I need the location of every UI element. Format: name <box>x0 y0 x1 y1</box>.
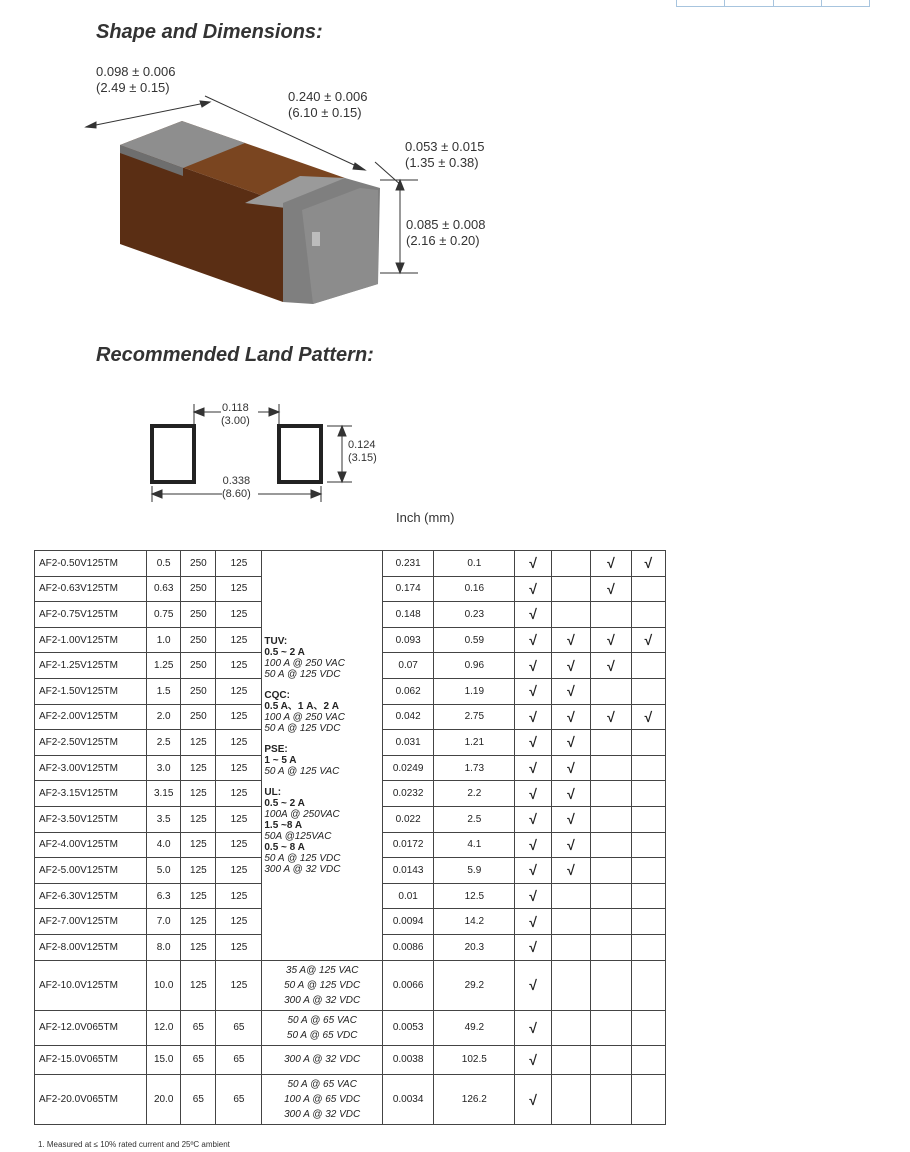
amp-rating-cell: 8.0 <box>147 934 181 960</box>
approval-check-cell: √ <box>515 806 551 832</box>
voltage-dc-cell: 125 <box>216 832 262 858</box>
approval-check-cell <box>591 883 632 909</box>
agency-ul-l1: 100A @ 250VAC <box>264 808 340 820</box>
approval-check-cell <box>591 832 632 858</box>
approval-check-cell: √ <box>591 576 632 602</box>
agency-rating-line: 50 A @ 65 VDC <box>286 1029 358 1041</box>
approval-check-cell: √ <box>631 704 665 730</box>
agency-ratings-cell <box>262 551 383 961</box>
approval-check-cell <box>591 755 632 781</box>
amp-rating-cell: 0.75 <box>147 602 181 628</box>
resistance-cell: 0.0232 <box>383 781 434 807</box>
melting-i2t-cell: 1.21 <box>434 730 515 756</box>
approval-check-cell <box>551 883 591 909</box>
part-number-cell: AF2-8.00V125TM <box>35 934 147 960</box>
approval-check-cell <box>631 1045 665 1075</box>
resistance-cell: 0.0172 <box>383 832 434 858</box>
part-number-cell: AF2-20.0V065TM <box>35 1075 147 1125</box>
approval-check-cell: √ <box>591 627 632 653</box>
land-pad-height-mm: (3.15) <box>348 452 377 464</box>
approval-check-cell <box>591 806 632 832</box>
agency-tuv-l1: 100 A @ 250 VAC <box>264 657 345 669</box>
approval-check-cell: √ <box>591 551 632 577</box>
approval-check-cell <box>631 602 665 628</box>
amp-rating-cell: 1.5 <box>147 678 181 704</box>
resistance-cell: 0.07 <box>383 653 434 679</box>
dim-height-mm: (2.16 ± 0.20) <box>406 233 480 248</box>
voltage-dc-cell: 125 <box>216 781 262 807</box>
agency-cqc-title: CQC: <box>264 689 290 701</box>
agency-rating-line: 300 A @ 32 VDC <box>284 1109 361 1121</box>
land-gap-inch: 0.118 <box>222 402 249 414</box>
approval-check-cell <box>591 1010 632 1045</box>
part-number-cell: AF2-3.15V125TM <box>35 781 147 807</box>
land-pattern-drawing <box>0 0 910 520</box>
approval-check-cell: √ <box>515 576 551 602</box>
approval-check-cell <box>631 832 665 858</box>
agency-rating-line: 35 A@ 125 VAC <box>285 964 359 976</box>
part-number-cell: AF2-1.25V125TM <box>35 653 147 679</box>
melting-i2t-cell: 29.2 <box>434 960 515 1010</box>
resistance-cell: 0.062 <box>383 678 434 704</box>
approval-check-cell <box>551 1045 591 1075</box>
resistance-cell: 0.174 <box>383 576 434 602</box>
agency-tuv-title: TUV: <box>264 635 288 647</box>
melting-i2t-cell: 102.5 <box>434 1045 515 1075</box>
agency-pse-title: PSE: <box>264 743 288 755</box>
part-number-cell: AF2-10.0V125TM <box>35 960 147 1010</box>
melting-i2t-cell: 14.2 <box>434 909 515 935</box>
approval-check-cell: √ <box>551 832 591 858</box>
amp-rating-cell: 1.25 <box>147 653 181 679</box>
amp-rating-cell: 1.0 <box>147 627 181 653</box>
land-total-dim <box>222 475 251 501</box>
approval-check-cell: √ <box>631 551 665 577</box>
voltage-ac-cell: 250 <box>181 576 216 602</box>
resistance-cell: 0.031 <box>383 730 434 756</box>
melting-i2t-cell: 5.9 <box>434 858 515 884</box>
resistance-cell: 0.0094 <box>383 909 434 935</box>
voltage-ac-cell: 125 <box>181 883 216 909</box>
voltage-ac-cell: 250 <box>181 653 216 679</box>
voltage-ac-cell: 65 <box>181 1045 216 1075</box>
voltage-ac-cell: 125 <box>181 909 216 935</box>
approval-check-cell <box>591 960 632 1010</box>
melting-i2t-cell: 1.19 <box>434 678 515 704</box>
agency-ratings-cell <box>262 1010 383 1045</box>
amp-rating-cell: 5.0 <box>147 858 181 884</box>
left-pad <box>152 426 194 482</box>
part-number-cell: AF2-3.00V125TM <box>35 755 147 781</box>
approval-check-cell: √ <box>551 704 591 730</box>
table-row <box>35 1075 666 1125</box>
amp-rating-cell: 3.5 <box>147 806 181 832</box>
voltage-dc-cell: 125 <box>216 627 262 653</box>
agency-ul-title: UL: <box>264 786 282 798</box>
agency-ul-range2: 1.5 ~8 A <box>264 819 303 831</box>
voltage-ac-cell: 125 <box>181 755 216 781</box>
table-row <box>35 960 666 1010</box>
resistance-cell: 0.0143 <box>383 858 434 884</box>
approval-check-cell <box>631 576 665 602</box>
approval-check-cell: √ <box>515 1010 551 1045</box>
voltage-dc-cell: 125 <box>216 704 262 730</box>
amp-rating-cell: 15.0 <box>147 1045 181 1075</box>
voltage-dc-cell: 65 <box>216 1045 262 1075</box>
approval-check-cell: √ <box>515 960 551 1010</box>
amp-rating-cell: 2.0 <box>147 704 181 730</box>
dim-width-inch: 0.098 ± 0.006 <box>96 64 176 79</box>
approval-check-cell <box>591 781 632 807</box>
voltage-dc-cell: 125 <box>216 960 262 1010</box>
approval-check-cell <box>591 730 632 756</box>
voltage-dc-cell: 125 <box>216 576 262 602</box>
approval-check-cell: √ <box>515 909 551 935</box>
voltage-dc-cell: 125 <box>216 678 262 704</box>
voltage-ac-cell: 250 <box>181 678 216 704</box>
voltage-dc-cell: 125 <box>216 653 262 679</box>
melting-i2t-cell: 0.96 <box>434 653 515 679</box>
approval-check-cell: √ <box>515 934 551 960</box>
agency-rating-line: 50 A @ 125 VDC <box>284 979 361 991</box>
voltage-dc-cell: 125 <box>216 883 262 909</box>
voltage-ac-cell: 125 <box>181 960 216 1010</box>
voltage-dc-cell: 125 <box>216 934 262 960</box>
approval-check-cell <box>631 1075 665 1125</box>
approval-check-cell: √ <box>515 1045 551 1075</box>
land-total-mm: (8.60) <box>222 488 251 500</box>
voltage-ac-cell: 125 <box>181 806 216 832</box>
approval-check-cell <box>591 678 632 704</box>
dim-cap-mm: (1.35 ± 0.38) <box>405 155 479 170</box>
agency-rating-line: 50 A @ 65 VAC <box>287 1079 357 1091</box>
voltage-dc-cell: 65 <box>216 1075 262 1125</box>
approval-check-cell <box>591 1045 632 1075</box>
approval-check-cell <box>631 960 665 1010</box>
table-row <box>35 1010 666 1045</box>
voltage-dc-cell: 125 <box>216 755 262 781</box>
approval-check-cell <box>551 934 591 960</box>
voltage-ac-cell: 65 <box>181 1010 216 1045</box>
amp-rating-cell: 12.0 <box>147 1010 181 1045</box>
agency-ul-range1: 0.5 ~ 2 A <box>264 797 305 809</box>
agency-ul-l3: 50 A @ 125 VDC <box>264 852 341 864</box>
approval-check-cell <box>631 653 665 679</box>
approval-check-cell <box>551 602 591 628</box>
voltage-dc-cell: 125 <box>216 730 262 756</box>
resistance-cell: 0.0038 <box>383 1045 434 1075</box>
amp-rating-cell: 7.0 <box>147 909 181 935</box>
melting-i2t-cell: 2.5 <box>434 806 515 832</box>
approval-check-cell <box>631 1010 665 1045</box>
approval-check-cell <box>631 934 665 960</box>
voltage-ac-cell: 125 <box>181 832 216 858</box>
approval-check-cell: √ <box>551 781 591 807</box>
amp-rating-cell: 0.5 <box>147 551 181 577</box>
resistance-cell: 0.0249 <box>383 755 434 781</box>
agency-pse-l1: 50 A @ 125 VAC <box>264 765 340 777</box>
dim-length-mm: (6.10 ± 0.15) <box>288 105 362 120</box>
approval-check-cell: √ <box>551 678 591 704</box>
agency-cqc-range: 0.5 A、1 A、2 A <box>264 700 340 712</box>
agency-rating-line: 100 A @ 65 VDC <box>284 1094 361 1106</box>
agency-ratings-cell <box>262 1075 383 1125</box>
land-gap-mm: (3.00) <box>221 415 250 427</box>
part-number-cell: AF2-3.50V125TM <box>35 806 147 832</box>
agency-rating-line: 300 A @ 32 VDC <box>284 1054 361 1066</box>
melting-i2t-cell: 1.73 <box>434 755 515 781</box>
approval-check-cell <box>591 934 632 960</box>
melting-i2t-cell: 0.16 <box>434 576 515 602</box>
approval-check-cell: √ <box>591 653 632 679</box>
land-pad-height-dim <box>348 439 377 465</box>
part-number-cell: AF2-1.00V125TM <box>35 627 147 653</box>
land-total-inch: 0.338 <box>222 475 251 487</box>
agency-rating-line: 50 A @ 65 VAC <box>287 1014 357 1026</box>
resistance-cell: 0.0034 <box>383 1075 434 1125</box>
part-number-cell: AF2-0.63V125TM <box>35 576 147 602</box>
approval-check-cell <box>631 909 665 935</box>
dim-length-inch: 0.240 ± 0.006 <box>288 89 368 104</box>
resistance-cell: 0.093 <box>383 627 434 653</box>
voltage-ac-cell: 125 <box>181 858 216 884</box>
approval-check-cell: √ <box>551 755 591 781</box>
melting-i2t-cell: 0.59 <box>434 627 515 653</box>
approval-check-cell: √ <box>551 806 591 832</box>
melting-i2t-cell: 49.2 <box>434 1010 515 1045</box>
approval-check-cell: √ <box>631 627 665 653</box>
resistance-cell: 0.01 <box>383 883 434 909</box>
approval-check-cell <box>591 1075 632 1125</box>
agency-ul-range3: 0.5 ~ 8 A <box>264 841 305 853</box>
approval-check-cell: √ <box>591 704 632 730</box>
voltage-dc-cell: 125 <box>216 551 262 577</box>
approval-check-cell <box>551 576 591 602</box>
agency-ul-l2: 50A @125VAC <box>264 830 332 842</box>
part-number-cell: AF2-2.50V125TM <box>35 730 147 756</box>
resistance-cell: 0.0066 <box>383 960 434 1010</box>
approval-check-cell: √ <box>551 653 591 679</box>
approval-check-cell: √ <box>515 755 551 781</box>
approval-check-cell: √ <box>515 704 551 730</box>
approval-check-cell: √ <box>515 602 551 628</box>
amp-rating-cell: 2.5 <box>147 730 181 756</box>
resistance-cell: 0.0086 <box>383 934 434 960</box>
dim-width-mm: (2.49 ± 0.15) <box>96 80 170 95</box>
approval-check-cell: √ <box>551 858 591 884</box>
approval-check-cell: √ <box>515 858 551 884</box>
voltage-dc-cell: 125 <box>216 858 262 884</box>
voltage-ac-cell: 125 <box>181 781 216 807</box>
amp-rating-cell: 6.3 <box>147 883 181 909</box>
amp-rating-cell: 3.15 <box>147 781 181 807</box>
voltage-dc-cell: 125 <box>216 909 262 935</box>
voltage-ac-cell: 250 <box>181 602 216 628</box>
melting-i2t-cell: 0.1 <box>434 551 515 577</box>
voltage-dc-cell: 125 <box>216 806 262 832</box>
approval-check-cell: √ <box>515 678 551 704</box>
part-number-cell: AF2-1.50V125TM <box>35 678 147 704</box>
dim-cap-inch: 0.053 ± 0.015 <box>405 139 485 154</box>
agency-ratings-cell <box>262 1045 383 1075</box>
approval-check-cell: √ <box>551 627 591 653</box>
footnote: 1. Measured at ≤ 10% rated current and 25ºC ambient <box>38 1140 230 1149</box>
melting-i2t-cell: 12.5 <box>434 883 515 909</box>
agency-cqc-l2: 50 A @ 125 VDC <box>264 722 341 734</box>
land-heading: Recommended Land Pattern: <box>96 344 374 366</box>
approval-check-cell <box>591 602 632 628</box>
part-number-cell: AF2-7.00V125TM <box>35 909 147 935</box>
approval-check-cell <box>631 755 665 781</box>
voltage-ac-cell: 65 <box>181 1075 216 1125</box>
agency-ul-l4: 300 A @ 32 VDC <box>264 863 341 875</box>
shape-heading: Shape and Dimensions: <box>96 21 323 43</box>
voltage-ac-cell: 250 <box>181 704 216 730</box>
voltage-ac-cell: 250 <box>181 551 216 577</box>
approval-check-cell <box>631 730 665 756</box>
approval-check-cell: √ <box>551 730 591 756</box>
melting-i2t-cell: 2.75 <box>434 704 515 730</box>
voltage-ac-cell: 250 <box>181 627 216 653</box>
approval-check-cell <box>551 960 591 1010</box>
right-pad <box>279 426 321 482</box>
voltage-dc-cell: 65 <box>216 1010 262 1045</box>
part-number-cell: AF2-6.30V125TM <box>35 883 147 909</box>
approval-check-cell <box>591 909 632 935</box>
amp-rating-cell: 3.0 <box>147 755 181 781</box>
units-label: Inch (mm) <box>396 510 455 525</box>
part-number-cell: AF2-4.00V125TM <box>35 832 147 858</box>
approval-check-cell <box>551 1010 591 1045</box>
part-number-cell: AF2-5.00V125TM <box>35 858 147 884</box>
land-gap-dim <box>221 402 250 428</box>
approval-check-cell: √ <box>515 883 551 909</box>
approval-check-cell <box>631 781 665 807</box>
spec-table <box>34 550 666 1125</box>
approval-check-cell: √ <box>515 627 551 653</box>
resistance-cell: 0.042 <box>383 704 434 730</box>
part-number-cell: AF2-0.75V125TM <box>35 602 147 628</box>
approval-check-cell <box>551 551 591 577</box>
approval-check-cell <box>551 1075 591 1125</box>
agency-tuv-l2: 50 A @ 125 VDC <box>264 668 341 680</box>
part-number-cell: AF2-2.00V125TM <box>35 704 147 730</box>
dim-height-inch: 0.085 ± 0.008 <box>406 217 486 232</box>
agency-ratings-cell <box>262 960 383 1010</box>
approval-check-cell <box>551 909 591 935</box>
amp-rating-cell: 10.0 <box>147 960 181 1010</box>
voltage-dc-cell: 125 <box>216 602 262 628</box>
approval-check-cell: √ <box>515 781 551 807</box>
approval-check-cell <box>631 806 665 832</box>
resistance-cell: 0.022 <box>383 806 434 832</box>
approval-check-cell: √ <box>515 832 551 858</box>
melting-i2t-cell: 4.1 <box>434 832 515 858</box>
resistance-cell: 0.0053 <box>383 1010 434 1045</box>
melting-i2t-cell: 20.3 <box>434 934 515 960</box>
amp-rating-cell: 0.63 <box>147 576 181 602</box>
approval-check-cell <box>631 858 665 884</box>
agency-rating-line: 300 A @ 32 VDC <box>284 994 361 1006</box>
approval-check-cell <box>591 858 632 884</box>
part-number-cell: AF2-15.0V065TM <box>35 1045 147 1075</box>
resistance-cell: 0.231 <box>383 551 434 577</box>
resistance-cell: 0.148 <box>383 602 434 628</box>
amp-rating-cell: 20.0 <box>147 1075 181 1125</box>
melting-i2t-cell: 2.2 <box>434 781 515 807</box>
approval-check-cell: √ <box>515 551 551 577</box>
voltage-ac-cell: 125 <box>181 730 216 756</box>
agency-cqc-l1: 100 A @ 250 VAC <box>264 711 345 723</box>
part-number-cell: AF2-12.0V065TM <box>35 1010 147 1045</box>
approval-check-cell <box>631 883 665 909</box>
agency-pse-range: 1 ~ 5 A <box>264 754 297 766</box>
melting-i2t-cell: 0.23 <box>434 602 515 628</box>
approval-check-cell: √ <box>515 730 551 756</box>
agency-tuv-range: 0.5 ~ 2 A <box>264 646 305 658</box>
approval-check-cell: √ <box>515 1075 551 1125</box>
approval-check-cell <box>631 678 665 704</box>
amp-rating-cell: 4.0 <box>147 832 181 858</box>
table-row <box>35 1045 666 1075</box>
approval-check-cell: √ <box>515 653 551 679</box>
voltage-ac-cell: 125 <box>181 934 216 960</box>
land-pad-height-inch: 0.124 <box>348 439 376 451</box>
part-number-cell: AF2-0.50V125TM <box>35 551 147 577</box>
melting-i2t-cell: 126.2 <box>434 1075 515 1125</box>
table-row <box>35 551 666 577</box>
